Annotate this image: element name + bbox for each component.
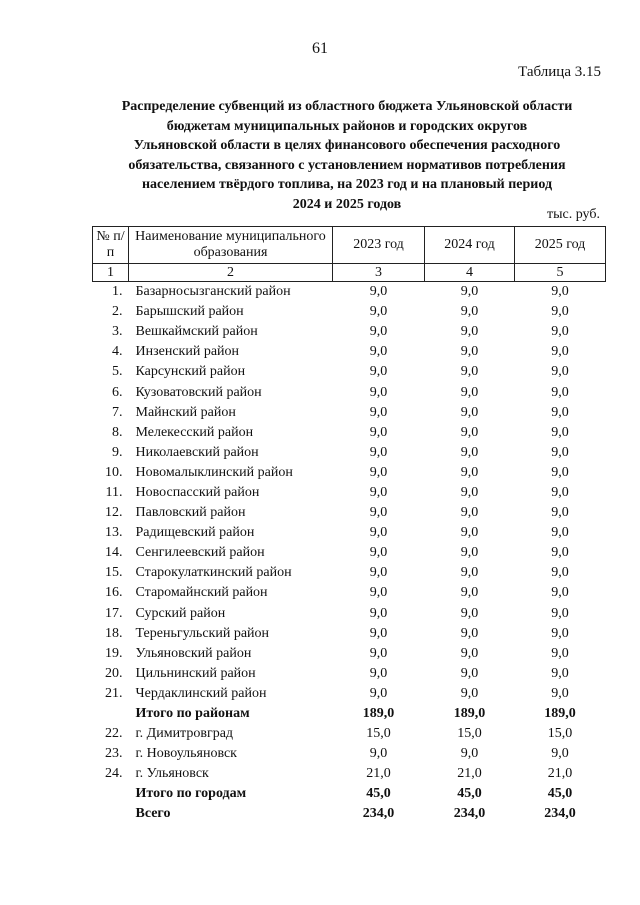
value-2023: 9,0 <box>369 685 388 701</box>
table-row <box>93 503 606 523</box>
table-row <box>93 463 606 483</box>
value-2023: 9,0 <box>369 284 388 300</box>
table-row <box>93 282 606 303</box>
value-2024: 9,0 <box>460 424 479 440</box>
municipality-name: Тереньгульский район <box>135 625 270 641</box>
value-2023: 9,0 <box>369 484 388 500</box>
table-row <box>93 604 606 624</box>
value-2024: 9,0 <box>460 384 479 400</box>
table-row <box>93 684 606 704</box>
value-2024: 9,0 <box>460 605 479 621</box>
value-2024: 9,0 <box>460 746 479 762</box>
row-number: 19. <box>105 645 123 661</box>
header-num: № п/п <box>93 227 129 264</box>
value-2024: 9,0 <box>460 444 479 460</box>
municipality-name: Итого по городам <box>135 786 247 802</box>
value-2024: 9,0 <box>460 304 479 320</box>
value-2023: 9,0 <box>369 625 388 641</box>
table-row <box>93 764 606 784</box>
row-number: 15. <box>105 565 123 581</box>
table-row <box>93 423 606 443</box>
value-2025: 9,0 <box>551 565 569 581</box>
value-2024: 9,0 <box>460 685 479 701</box>
column-index: 4 <box>425 264 515 282</box>
value-2025: 9,0 <box>551 685 569 701</box>
value-2024: 9,0 <box>460 404 479 420</box>
value-2025: 9,0 <box>551 625 569 641</box>
value-2025: 9,0 <box>551 484 569 500</box>
municipality-name: г. Димитровград <box>135 726 234 742</box>
value-2023: 9,0 <box>369 384 388 400</box>
municipality-name: Мелекесский район <box>135 424 254 440</box>
value-2025: 9,0 <box>551 384 569 400</box>
value-2023: 9,0 <box>369 464 388 480</box>
column-index: 1 <box>93 264 129 282</box>
value-2023: 21,0 <box>366 766 391 782</box>
title-line: населением твёрдого топлива, на 2023 год и на плановый период <box>141 177 553 192</box>
table-row <box>93 583 606 603</box>
value-2025: 189,0 <box>544 706 576 722</box>
municipality-name: Инзенский район <box>135 344 240 360</box>
table-row <box>93 744 606 764</box>
document-title <box>92 97 602 214</box>
table-row <box>93 644 606 664</box>
municipality-name: Сенгилеевский район <box>135 545 265 561</box>
total-row <box>93 804 606 824</box>
title-line: Ульяновской области в целях финансового обеспечения расходного <box>133 138 561 153</box>
value-2024: 9,0 <box>460 364 479 380</box>
municipality-name: Сурский район <box>135 605 226 621</box>
value-2025: 9,0 <box>551 505 569 521</box>
value-2025: 9,0 <box>551 525 569 541</box>
row-number <box>93 784 129 804</box>
header-2024: 2024 год <box>425 227 515 264</box>
value-2025: 45,0 <box>547 786 573 802</box>
total-row <box>93 784 606 804</box>
row-number: 13. <box>105 525 123 541</box>
value-2023: 189,0 <box>362 706 395 722</box>
value-2024: 9,0 <box>460 665 479 681</box>
value-2025: 9,0 <box>551 464 569 480</box>
municipality-name: Новомалыклинский район <box>135 464 293 480</box>
municipality-name: Карсунский район <box>135 364 246 380</box>
value-2023: 9,0 <box>369 505 388 521</box>
value-2023: 9,0 <box>369 665 388 681</box>
title-line: обязательства, связанного с установлением нормативов потребления <box>128 157 566 173</box>
value-2025: 15,0 <box>547 726 573 742</box>
value-2024: 9,0 <box>460 625 479 641</box>
value-2024: 9,0 <box>460 284 479 300</box>
municipality-name: Всего <box>135 806 171 822</box>
row-number: 5. <box>112 364 123 380</box>
value-2024: 15,0 <box>457 726 482 742</box>
municipality-name: Цильнинский район <box>135 665 256 681</box>
value-2025: 9,0 <box>551 364 569 380</box>
table-row <box>93 624 606 644</box>
value-2025: 9,0 <box>551 444 569 460</box>
row-number: 18. <box>105 625 123 641</box>
row-number: 21. <box>105 685 123 701</box>
value-2023: 9,0 <box>369 404 388 420</box>
municipality-name: Ульяновский район <box>135 645 252 661</box>
value-2023: 9,0 <box>369 605 388 621</box>
row-number: 4. <box>112 344 123 360</box>
value-2024: 9,0 <box>460 324 479 340</box>
value-2025: 9,0 <box>551 585 569 601</box>
value-2024: 189,0 <box>453 706 486 722</box>
value-2024: 9,0 <box>460 484 479 500</box>
value-2025: 9,0 <box>551 344 569 360</box>
municipality-name: Кузоватовский район <box>135 384 262 400</box>
row-number: 23. <box>105 746 123 762</box>
page-number: 61 <box>312 40 328 57</box>
value-2023: 9,0 <box>369 344 388 360</box>
municipality-name: Базарносызганский район <box>135 284 291 300</box>
value-2025: 9,0 <box>551 424 569 440</box>
table-row <box>93 483 606 503</box>
table-label: Таблица 3.15 <box>518 64 601 80</box>
value-2024: 234,0 <box>453 806 486 822</box>
municipality-name: Майнский район <box>135 404 236 420</box>
municipality-name: Барышский район <box>135 304 244 320</box>
value-2025: 9,0 <box>551 545 569 561</box>
title-line: Распределение субвенций из областного бюджета Ульяновской области <box>121 99 573 114</box>
header-name: Наименование муниципального образования <box>129 227 333 264</box>
row-number: 10. <box>105 464 123 480</box>
value-2023: 9,0 <box>369 525 388 541</box>
value-2023: 9,0 <box>369 545 388 561</box>
value-2024: 9,0 <box>460 505 479 521</box>
table-row <box>93 302 606 322</box>
header-2025: 2025 год <box>515 227 606 264</box>
row-number: 3. <box>112 324 123 340</box>
row-number <box>93 704 129 724</box>
row-number: 1. <box>112 284 123 300</box>
municipality-name: Чердаклинский район <box>135 685 267 701</box>
municipality-name: Вешкаймский район <box>135 324 258 340</box>
value-2025: 21,0 <box>547 766 573 782</box>
value-2025: 9,0 <box>551 404 569 420</box>
value-2023: 9,0 <box>369 585 388 601</box>
table-row <box>93 664 606 684</box>
value-2025: 234,0 <box>544 806 576 822</box>
value-2023: 9,0 <box>369 645 388 661</box>
table-body <box>93 282 606 825</box>
municipality-name: Радищевский район <box>135 525 255 541</box>
value-2024: 9,0 <box>460 344 479 360</box>
row-number: 24. <box>105 766 123 782</box>
table-row <box>93 443 606 463</box>
header-2023: 2023 год <box>333 227 425 264</box>
value-2024: 21,0 <box>457 766 482 782</box>
value-2024: 9,0 <box>460 545 479 561</box>
value-2025: 9,0 <box>551 665 569 681</box>
title-line: 2024 и 2025 годов <box>292 196 402 212</box>
value-2024: 9,0 <box>460 464 479 480</box>
column-index: 5 <box>515 264 606 282</box>
value-2023: 234,0 <box>362 806 395 822</box>
row-number: 2. <box>112 304 123 320</box>
municipality-name: Старомайнский район <box>135 585 268 601</box>
value-2025: 9,0 <box>551 645 569 661</box>
units-label: тыс. руб. <box>547 207 600 222</box>
row-number: 6. <box>112 384 123 400</box>
table-row <box>93 382 606 402</box>
value-2023: 9,0 <box>369 364 388 380</box>
table-row <box>93 403 606 423</box>
row-number: 12. <box>105 505 123 521</box>
value-2023: 9,0 <box>369 424 388 440</box>
value-2025: 9,0 <box>551 304 569 320</box>
municipality-name: г. Ульяновск <box>135 766 209 782</box>
subsidy-table <box>92 226 605 825</box>
table-row <box>93 543 606 563</box>
total-row <box>93 704 606 724</box>
municipality-name: Итого по районам <box>135 706 250 722</box>
column-index-row <box>93 264 606 282</box>
column-index: 3 <box>333 264 425 282</box>
value-2025: 9,0 <box>551 605 569 621</box>
value-2023: 9,0 <box>369 324 388 340</box>
value-2023: 9,0 <box>369 444 388 460</box>
value-2023: 9,0 <box>369 565 388 581</box>
row-number: 20. <box>105 665 123 681</box>
table-row <box>93 342 606 362</box>
value-2023: 9,0 <box>369 746 388 762</box>
row-number: 16. <box>105 585 123 601</box>
municipality-name: Николаевский район <box>135 444 259 460</box>
row-number: 22. <box>105 726 123 742</box>
title-line: бюджетам муниципальных районов и городских округов <box>166 118 528 134</box>
municipality-name: Старокулаткинский район <box>135 565 292 581</box>
row-number: 8. <box>112 424 123 440</box>
row-number: 7. <box>112 404 123 420</box>
value-2023: 9,0 <box>369 304 388 320</box>
municipality-name: г. Новоульяновск <box>135 746 237 762</box>
column-index: 2 <box>129 264 333 282</box>
row-number: 17. <box>105 605 123 621</box>
value-2024: 45,0 <box>457 786 482 802</box>
municipality-name: Новоспасский район <box>135 484 260 500</box>
value-2025: 9,0 <box>551 324 569 340</box>
table-row <box>93 563 606 583</box>
table-header-row <box>93 227 606 264</box>
value-2023: 45,0 <box>366 786 391 802</box>
value-2023: 15,0 <box>366 726 391 742</box>
row-number: 9. <box>112 444 123 460</box>
value-2024: 9,0 <box>460 645 479 661</box>
table-row <box>93 362 606 382</box>
value-2024: 9,0 <box>460 565 479 581</box>
table-row <box>93 523 606 543</box>
municipality-name: Павловский район <box>135 505 246 521</box>
row-number: 14. <box>105 545 123 561</box>
row-number <box>93 804 129 824</box>
value-2025: 9,0 <box>551 746 569 762</box>
value-2025: 9,0 <box>551 284 569 300</box>
row-number: 11. <box>105 484 123 500</box>
value-2024: 9,0 <box>460 585 479 601</box>
table-row <box>93 322 606 342</box>
value-2024: 9,0 <box>460 525 479 541</box>
table-row <box>93 724 606 744</box>
